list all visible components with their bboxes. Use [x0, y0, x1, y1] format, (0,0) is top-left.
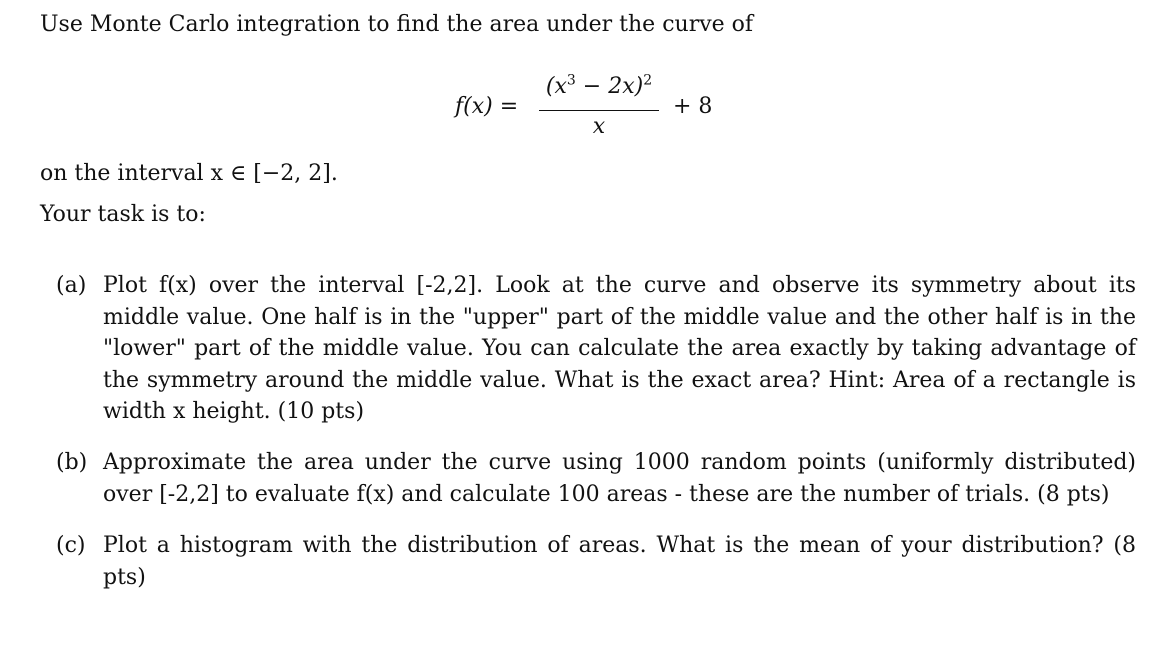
interval-text: on the interval x ∈ [−2, 2].	[40, 161, 338, 186]
equation-numerator	[539, 74, 659, 99]
numerator-exponent-2: 2	[643, 72, 653, 89]
task-item-label: (b)	[56, 450, 88, 475]
numerator-middle: − 2x)	[575, 74, 644, 99]
numerator-exponent: 3	[566, 72, 576, 89]
equation-lhs: f(x) =	[455, 94, 519, 119]
task-item-b	[56, 447, 1136, 510]
task-text: Your task is to:	[40, 202, 206, 227]
task-item-text: Approximate the area under the curve using 1000 random points (uniformly distributed) over [-2,2] to evaluate f(x) and calculate 100 areas - these are the number of trials. (8 pts)	[103, 450, 1136, 507]
task-item-text: Plot a histogram with the distribution of areas. What is the mean of your distribution? (8 pts)	[103, 533, 1136, 590]
task-item-label: (c)	[56, 533, 86, 558]
intro-text: Use Monte Carlo integration to find the area under the curve of	[40, 12, 754, 37]
task-item-text: Plot f(x) over the interval [-2,2]. Look at the curve and observe its symmetry about its middle value. One half is in the "upper" part of the middle value and the other half is in the "lower" part of the middle value. You can calculate the area exactly by taking advantage of the symmetry around the middle value. What is the exact area? Hint: Area of a rectangle is width x height. (10 pts)	[103, 273, 1136, 424]
task-item-label: (a)	[56, 273, 87, 298]
equation-denominator: x	[592, 114, 606, 139]
equation-tail: + 8	[673, 94, 713, 119]
fraction-bar	[539, 110, 659, 111]
equation	[455, 70, 735, 150]
task-item-a	[56, 270, 1136, 428]
numerator-base: (x	[545, 74, 567, 99]
task-item-c	[56, 530, 1136, 593]
